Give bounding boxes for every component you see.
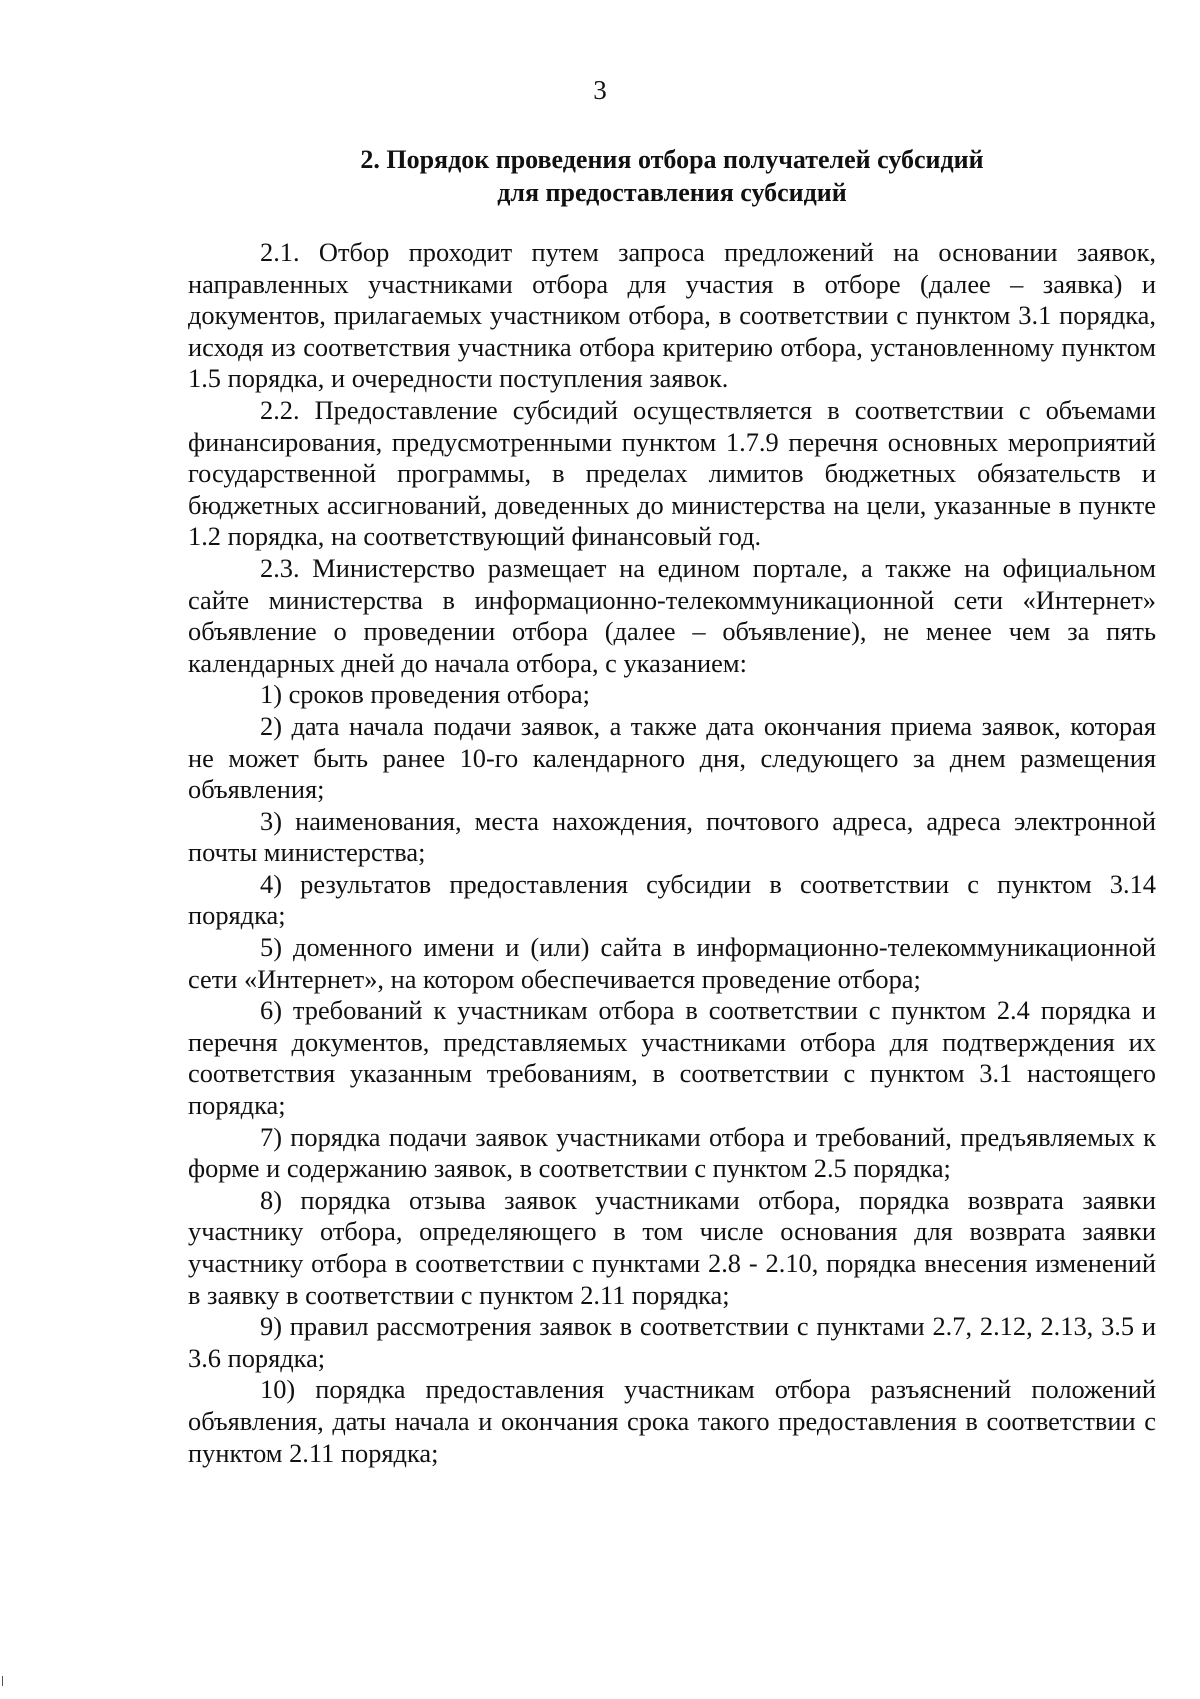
paragraph-2-3: 2.3. Министерство размещает на едином портале, а также на официальном сайте министерства в информационно-телекоммуникационной сети «Интернет» объявление о проведении отбора (далее – объявление), не менее чем за пять календарных дней до начала отбора, с указанием: — [188, 552, 1156, 678]
section-heading-line-2: для предоставления субсидий — [497, 178, 847, 207]
page-number: 3 — [593, 75, 607, 105]
list-item-4: 4) результатов предоставления субсидии в соответствии с пунктом 3.14 порядка; — [188, 868, 1156, 931]
paragraph-2-1: 2.1. Отбор проходит путем запроса предложений на основании заявок, направленных участниками отбора для участия в отборе (далее – заявка) и документов, прилагаемых участником отбора, в соответствии с пунктом 3.1 порядка, исходя из соответствия участника отбора критерию отбора, установленному пунктом 1.5 порядка, и очередности поступления заявок. — [188, 237, 1156, 394]
list-item-9: 9) правил рассмотрения заявок в соответствии с пунктами 2.7, 2.12, 2.13, 3.5 и 3.6 порядка; — [188, 1311, 1156, 1373]
list-item-1: 1) сроков проведения отбора; — [260, 679, 590, 710]
list-item-7: 7) порядка подачи заявок участниками отбора и требований, предъявляемых к форме и содержанию заявок, в соответствии с пунктом 2.5 порядка; — [188, 1121, 1156, 1184]
section-heading-line-1: 2. Порядок проведения отбора получателей субсидий — [360, 145, 984, 174]
list-item-6: 6) требований к участникам отбора в соответствии с пунктом 2.4 порядка и перечня документов, представляемых участниками отбора для подтверждения их соответствия указанным требованиям, в соответствии с пунктом 3.1 настоящего порядка; — [188, 995, 1156, 1121]
list-item-2: 2) дата начала подачи заявок, а также дата окончания приема заявок, которая не может быть ранее 10-го календарного дня, следующего за днем размещения объявления; — [188, 710, 1156, 805]
list-item-10: 10) порядка предоставления участникам отбора разъяснений положений объявления, даты начала и окончания срока такого предоставления в соответствии с пунктом 2.11 порядка; — [188, 1374, 1156, 1468]
list-item-8: 8) порядка отзыва заявок участниками отбора, порядка возврата заявки участнику отбора, определяющего в том числе основания для возврата заявки участнику отбора в соответствии с пунктами 2.8 - 2.10, порядка внесения изменений в заявку в соответствии с пунктом 2.11 порядка; — [188, 1184, 1156, 1310]
scan-edge-mark — [2, 1676, 3, 1686]
section-heading — [188, 143, 1156, 209]
paragraph-2-2: 2.2. Предоставление субсидий осуществляется в соответствии с объемами финансирования, предусмотренными пунктом 1.7.9 перечня основных мероприятий государственной программы, в пределах лимитов бюджетных обязательств и бюджетных ассигнований, доведенных до министерства на цели, указанные в пункте 1.2 порядка, на соответствующий финансовый год. — [188, 394, 1156, 552]
document-body — [188, 237, 1156, 1469]
list-item-5: 5) доменного имени и (или) сайта в информационно-телекоммуникационной сети «Интернет», на котором обеспечивается проведение отбора; — [188, 932, 1156, 994]
list-item-3: 3) наименования, места нахождения, почтового адреса, адреса электронной почты министерства; — [188, 805, 1156, 868]
